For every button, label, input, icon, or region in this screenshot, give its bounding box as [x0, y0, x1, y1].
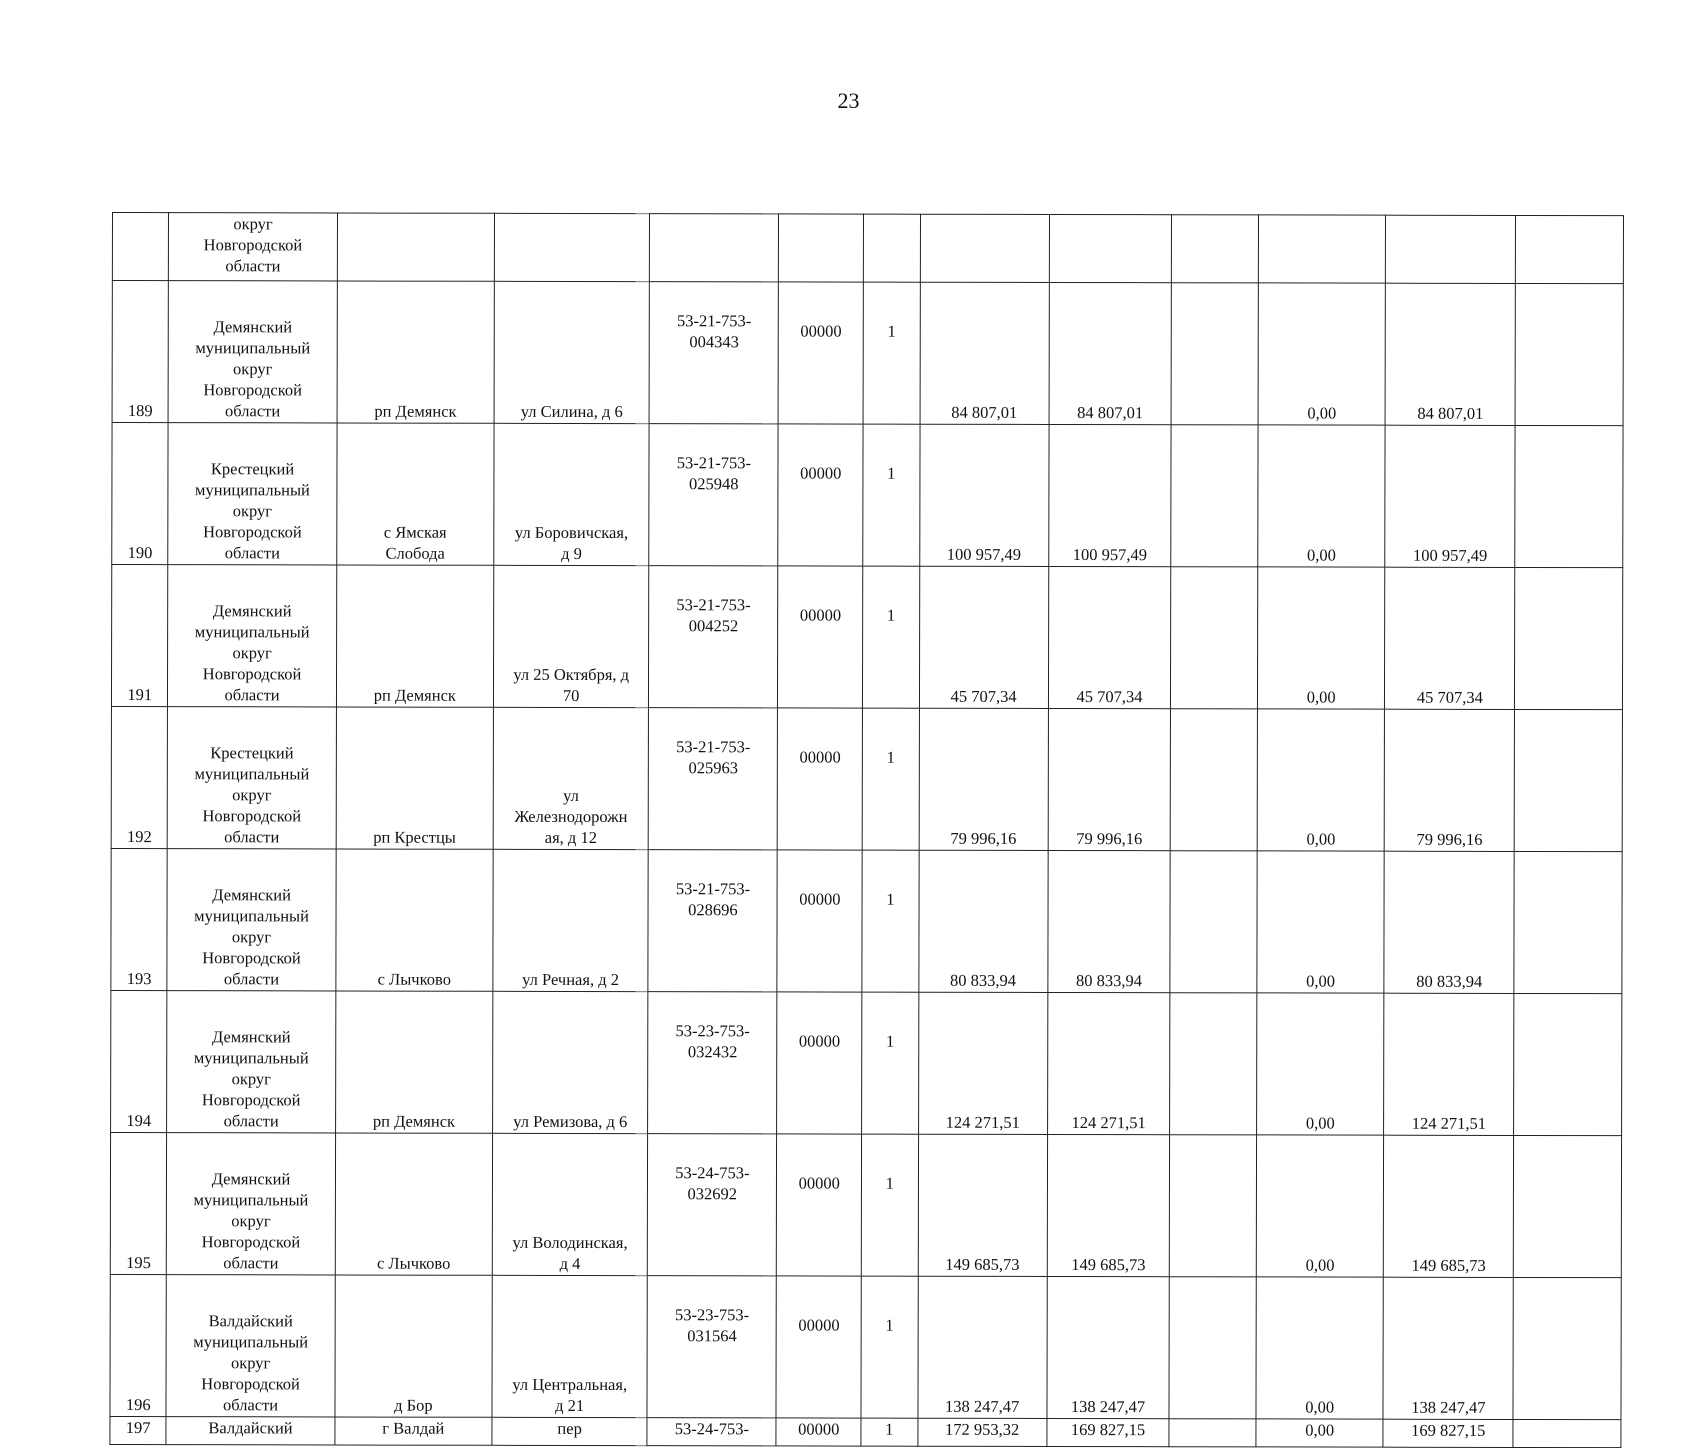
- row-number-cell: 190: [112, 423, 169, 565]
- amount-total-cell: 79 996,16: [919, 708, 1048, 850]
- qty-cell: 1: [861, 1134, 918, 1276]
- qty-cell: 1: [861, 1418, 917, 1446]
- row-number-cell: 192: [111, 706, 168, 848]
- amount-approved-cell: 149 685,73: [1047, 1134, 1170, 1276]
- qty-cell: 1: [862, 992, 919, 1134]
- amount-approved-cell: 79 996,16: [1048, 708, 1171, 850]
- amount-approved-cell: 80 833,94: [1048, 850, 1171, 992]
- settlement-cell: с Лычково: [336, 849, 494, 991]
- amount-zero-cell: 0,00: [1256, 1277, 1383, 1419]
- district-cell: Демянский муниципальный округ Новгородской области: [167, 1133, 336, 1275]
- table-row: [112, 281, 1623, 426]
- street-cell: ул 25 Октября, д 70: [494, 565, 650, 707]
- table-body: [110, 213, 1624, 1448]
- code5-cell: 00000: [777, 850, 862, 992]
- amount-cell: [1259, 215, 1386, 283]
- code5-cell: 00000: [776, 1418, 861, 1446]
- amount-extra-cell: [1171, 425, 1258, 567]
- district-cell: Демянский муниципальный округ Новгородской области: [167, 991, 336, 1133]
- district-cell: Демянский муниципальный округ Новгородской области: [168, 565, 337, 707]
- row-number-cell: 197: [110, 1416, 166, 1444]
- code5-cell: 00000: [777, 1134, 862, 1276]
- code5-cell: [779, 214, 864, 282]
- row-number-cell: 193: [111, 848, 168, 990]
- row-number-cell: 189: [112, 281, 169, 423]
- street-cell: ул Центральная, д 21: [492, 1275, 648, 1417]
- amount-final-cell: 138 247,47: [1383, 1277, 1514, 1419]
- table-row: [111, 706, 1622, 851]
- amount-cell: [1049, 214, 1172, 282]
- amount-final-cell: 100 957,49: [1385, 425, 1516, 567]
- code5-cell: 00000: [778, 708, 863, 850]
- code5-cell: 00000: [778, 566, 863, 708]
- blank-cell: [1516, 215, 1624, 283]
- amount-final-cell: 79 996,16: [1384, 709, 1515, 851]
- amount-zero-cell: 0,00: [1258, 425, 1385, 567]
- code-cell: [650, 214, 779, 282]
- table-row: [110, 1416, 1621, 1447]
- amount-approved-cell: 84 807,01: [1049, 282, 1172, 424]
- amount-final-cell: 149 685,73: [1383, 1135, 1514, 1277]
- amount-approved-cell: 45 707,34: [1048, 566, 1171, 708]
- qty-cell: 1: [863, 424, 920, 566]
- district-cell: Валдайский муниципальный округ Новгородской области: [166, 1275, 335, 1417]
- blank-cell: [1514, 993, 1622, 1135]
- blank-cell: [1515, 567, 1623, 709]
- cadastral-code-cell: 53-21-753- 025948: [649, 424, 778, 566]
- amount-total-cell: 100 957,49: [919, 424, 1048, 566]
- settlement-cell: д Бор: [335, 1275, 493, 1417]
- qty-cell: 1: [862, 708, 919, 850]
- cadastral-code-cell: 53-21-753- 028696: [648, 850, 777, 992]
- cadastral-code-cell: 53-24-753-: [647, 1418, 776, 1446]
- blank-cell: [1516, 283, 1624, 425]
- blank-cell: [1514, 851, 1622, 993]
- code5-cell: 00000: [778, 424, 863, 566]
- amount-final-cell: 124 271,51: [1384, 993, 1515, 1135]
- amount-final-cell: 169 827,15: [1383, 1419, 1513, 1447]
- amount-extra-cell: [1169, 1419, 1256, 1447]
- settlement-cell: рп Крестцы: [336, 707, 494, 849]
- qty-cell: 1: [863, 566, 920, 708]
- qty-cell: 1: [862, 850, 919, 992]
- amount-extra-cell: [1170, 1135, 1257, 1277]
- district-cell: Демянский муниципальный округ Новгородской области: [167, 849, 336, 991]
- street-cell: пер: [492, 1417, 647, 1445]
- table-row: [110, 1274, 1621, 1419]
- street-cell: ул Железнодорожн ая, д 12: [493, 707, 649, 849]
- amount-zero-cell: 0,00: [1257, 851, 1384, 993]
- amount-approved-cell: 169 827,15: [1047, 1418, 1170, 1446]
- district-cell: Крестецкий муниципальный округ Новгородской области: [168, 423, 337, 565]
- cadastral-code-cell: 53-23-753- 031564: [647, 1276, 776, 1418]
- settlement-cell: рп Демянск: [335, 991, 493, 1133]
- code5-cell: 00000: [777, 992, 862, 1134]
- amount-total-cell: 124 271,51: [918, 992, 1047, 1134]
- cadastral-code-cell: 53-21-753- 004343: [649, 282, 778, 424]
- amount-total-cell: 172 953,32: [917, 1418, 1046, 1446]
- amount-final-cell: 80 833,94: [1384, 851, 1515, 993]
- blank-cell: [1514, 1135, 1622, 1277]
- settlement-cell: с Лычково: [335, 1133, 493, 1275]
- settlement-cell: рп Демянск: [336, 565, 494, 707]
- cadastral-code-cell: 53-23-753- 032432: [648, 992, 777, 1134]
- cadastral-code-cell: 53-21-753- 025963: [648, 708, 777, 850]
- amount-zero-cell: 0,00: [1256, 1419, 1383, 1447]
- blank-cell: [1515, 425, 1623, 567]
- amount-extra-cell: [1169, 1277, 1256, 1419]
- amount-final-cell: 45 707,34: [1385, 567, 1516, 709]
- amount-zero-cell: 0,00: [1258, 283, 1385, 425]
- street-cell: ул Силина, д 6: [494, 281, 650, 423]
- amount-approved-cell: 138 247,47: [1047, 1276, 1170, 1418]
- blank-cell: [1513, 1419, 1621, 1447]
- settlement-cell: с Ямская Слобода: [336, 423, 494, 565]
- blank-cell: [1513, 1277, 1621, 1419]
- blank-cell: [1515, 709, 1623, 851]
- amount-zero-cell: 0,00: [1257, 709, 1384, 851]
- amount-cell: [920, 214, 1049, 282]
- code5-cell: 00000: [779, 282, 864, 424]
- table-row: [111, 990, 1622, 1135]
- amount-extra-cell: [1171, 283, 1258, 425]
- amount-approved-cell: 100 957,49: [1048, 424, 1171, 566]
- amount-cell: [1386, 215, 1516, 283]
- amount-zero-cell: 0,00: [1258, 567, 1385, 709]
- settlement-cell: [337, 213, 495, 281]
- amount-total-cell: 80 833,94: [918, 850, 1047, 992]
- amount-approved-cell: 124 271,51: [1047, 992, 1170, 1134]
- amount-total-cell: 149 685,73: [918, 1134, 1047, 1276]
- street-cell: [494, 213, 649, 281]
- data-table: [109, 212, 1624, 1448]
- amount-zero-cell: 0,00: [1256, 1135, 1383, 1277]
- street-cell: ул Володинская, д 4: [492, 1133, 648, 1275]
- qty-cell: [863, 214, 920, 282]
- row-number-cell: 195: [110, 1132, 167, 1274]
- row-number-cell: 194: [111, 990, 168, 1132]
- amount-final-cell: 84 807,01: [1385, 283, 1516, 425]
- street-cell: ул Боровичская, д 9: [494, 423, 650, 565]
- amount-extra-cell: [1170, 851, 1257, 993]
- amount-extra-cell: [1170, 993, 1257, 1135]
- table-row: [111, 848, 1622, 993]
- district-cell: Демянский муниципальный округ Новгородской области: [168, 281, 337, 423]
- page-number: 23: [837, 88, 860, 113]
- row-number-cell: 191: [111, 565, 168, 707]
- code5-cell: 00000: [776, 1276, 861, 1418]
- data-table-container: [109, 212, 1624, 1448]
- amount-extra-cell: [1171, 567, 1258, 709]
- district-cell: Крестецкий муниципальный округ Новгородской области: [168, 707, 337, 849]
- district-cell: Валдайский: [166, 1417, 334, 1445]
- amount-zero-cell: 0,00: [1257, 993, 1384, 1135]
- table-row: [112, 423, 1623, 568]
- settlement-cell: рп Демянск: [337, 281, 495, 423]
- amount-total-cell: 84 807,01: [920, 282, 1049, 424]
- cadastral-code-cell: 53-21-753- 004252: [649, 566, 778, 708]
- table-row: [112, 213, 1623, 284]
- row-number-cell: [112, 213, 169, 281]
- row-number-cell: 196: [110, 1274, 167, 1416]
- district-cell: округ Новгородской области: [169, 213, 337, 281]
- settlement-cell: г Валдай: [335, 1417, 492, 1445]
- cadastral-code-cell: 53-24-753- 032692: [648, 1134, 777, 1276]
- amount-total-cell: 138 247,47: [918, 1276, 1047, 1418]
- street-cell: ул Речная, д 2: [493, 849, 649, 991]
- qty-cell: 1: [863, 282, 920, 424]
- street-cell: ул Ремизова, д 6: [493, 991, 649, 1133]
- amount-cell: [1172, 215, 1259, 283]
- table-row: [110, 1132, 1621, 1277]
- amount-extra-cell: [1171, 709, 1258, 851]
- qty-cell: 1: [861, 1276, 918, 1418]
- amount-total-cell: 45 707,34: [919, 566, 1048, 708]
- table-row: [111, 565, 1622, 710]
